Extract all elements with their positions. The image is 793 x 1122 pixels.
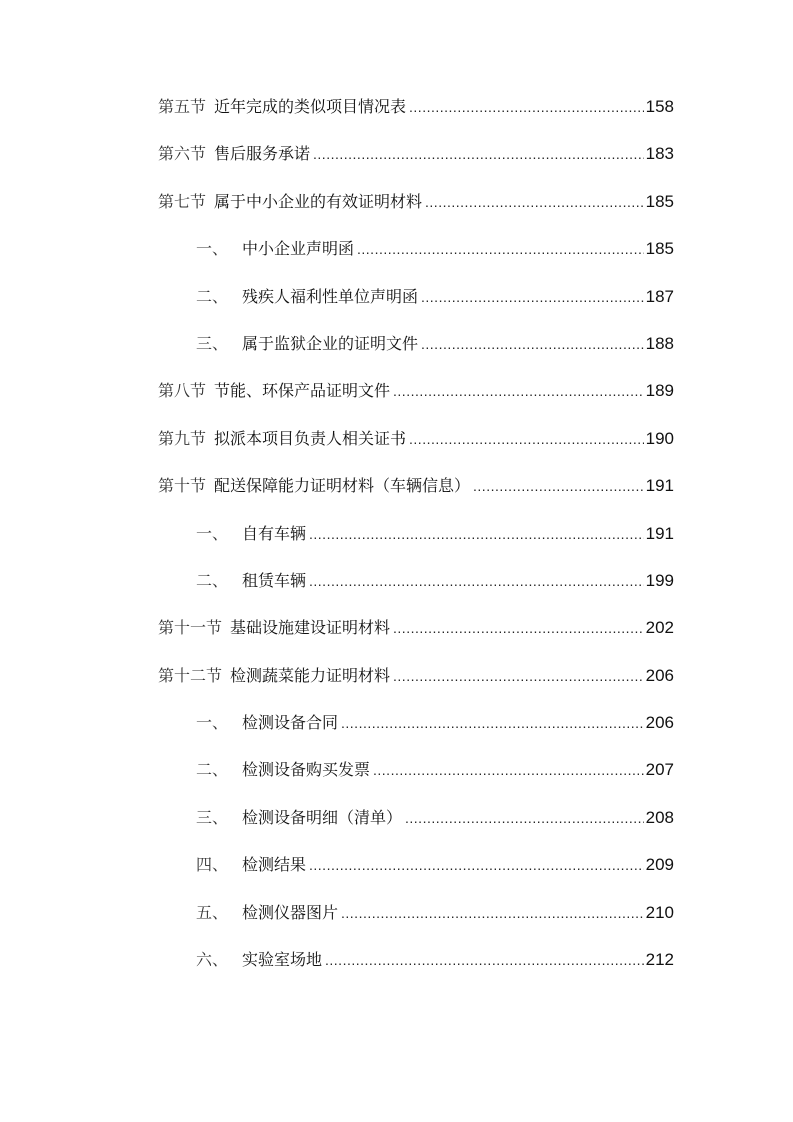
section-number: 第十节 [158,476,207,496]
dot-leader [425,192,644,212]
toc-entry-section-10-1[interactable] [158,524,674,571]
section-number: 第十一节 [158,618,223,638]
toc-entry-section-12-2[interactable] [158,760,674,807]
entry-title: 检测结果 [242,855,307,875]
entry-title: 检测设备合同 [242,713,339,733]
toc-entry-section-9[interactable] [158,429,674,476]
subsection-number: 六、 [196,950,229,970]
entry-title: 实验室场地 [242,950,323,970]
dot-leader [309,571,644,591]
page-number: 207 [645,760,674,780]
subsection-number: 二、 [196,286,229,306]
dot-leader [393,666,644,686]
entry-title: 残疾人福利性单位声明函 [242,286,419,306]
toc-entry-section-7-3[interactable] [158,334,674,381]
toc-entry-section-12-5[interactable] [158,903,674,950]
page-number: 191 [645,523,674,543]
page-number: 183 [645,144,674,164]
section-number: 第七节 [158,191,207,211]
dot-leader [309,524,644,544]
entry-title: 近年完成的类似项目情况表 [214,97,407,116]
page-number: 212 [645,950,674,970]
dot-leader [409,97,644,117]
dot-leader [341,903,644,923]
entry-title: 节能、环保产品证明文件 [214,381,391,401]
toc-entry-section-7-1[interactable] [158,239,674,286]
toc-entry-section-10-2[interactable] [158,571,674,618]
entry-title: 检测蔬菜能力证明材料 [230,665,391,685]
page-number: 208 [645,807,674,827]
toc-entry-section-6[interactable] [158,144,674,191]
dot-leader [421,287,644,307]
toc-entry-section-11[interactable] [158,618,674,665]
entry-title: 检测设备明细（清单） [242,807,403,827]
toc-entry-section-12-6[interactable] [158,950,674,997]
dot-leader [357,239,644,259]
dot-leader [373,760,644,780]
toc-entry-section-12-4[interactable] [158,855,674,902]
entry-title: 中小企业声明函 [242,239,355,259]
entry-title: 属于中小企业的有效证明材料 [214,191,423,211]
dot-leader [393,381,644,401]
toc-entry-section-7-2[interactable] [158,287,674,334]
dot-leader [325,950,644,970]
entry-title: 租赁车辆 [242,570,307,590]
subsection-number: 一、 [196,523,229,543]
toc-entry-section-5[interactable] [158,97,674,144]
page-number: 185 [645,191,674,211]
entry-title: 拟派本项目负责人相关证书 [214,428,407,448]
dot-leader [341,713,644,733]
subsection-number: 一、 [196,239,229,259]
subsection-number: 二、 [196,570,229,590]
page-number: 202 [645,618,674,638]
toc-entry-section-12-1[interactable] [158,713,674,760]
page-number: 189 [645,381,674,401]
page-number: 206 [645,665,674,685]
entry-title: 属于监狱企业的证明文件 [242,333,419,353]
toc-entry-section-7[interactable] [158,192,674,239]
entry-title: 检测仪器图片 [242,902,339,922]
section-number: 第六节 [158,144,207,164]
page-number: 210 [645,902,674,922]
subsection-number: 三、 [196,807,229,827]
subsection-number: 一、 [196,713,229,733]
page-number: 199 [645,570,674,590]
toc-entry-section-10[interactable] [158,476,674,523]
entry-title: 检测设备购买发票 [242,760,371,780]
dot-leader [313,144,644,164]
dot-leader [405,808,644,828]
subsection-number: 二、 [196,760,229,780]
entry-title: 自有车辆 [242,523,307,543]
dot-leader [409,429,644,449]
section-number: 第八节 [158,381,207,401]
dot-leader [473,476,644,496]
page-number: 158 [645,97,674,116]
entry-title: 配送保障能力证明材料（车辆信息） [214,476,471,496]
page-number: 191 [645,476,674,496]
subsection-number: 四、 [196,855,229,875]
subsection-number: 五、 [196,902,229,922]
page-number: 209 [645,855,674,875]
page-number: 187 [645,286,674,306]
page-number: 188 [645,333,674,353]
subsection-number: 三、 [196,333,229,353]
toc-entry-section-8[interactable] [158,381,674,428]
toc-entry-section-12-3[interactable] [158,808,674,855]
section-number: 第五节 [158,97,207,116]
page-number: 190 [645,428,674,448]
toc-entry-section-12[interactable] [158,666,674,713]
section-number: 第十二节 [158,665,223,685]
page-number: 206 [645,713,674,733]
entry-title: 售后服务承诺 [214,144,311,164]
entry-title: 基础设施建设证明材料 [230,618,391,638]
dot-leader [309,855,644,875]
dot-leader [421,334,644,354]
dot-leader [393,618,644,638]
section-number: 第九节 [158,428,207,448]
page-number: 185 [645,239,674,259]
table-of-contents [158,97,674,997]
